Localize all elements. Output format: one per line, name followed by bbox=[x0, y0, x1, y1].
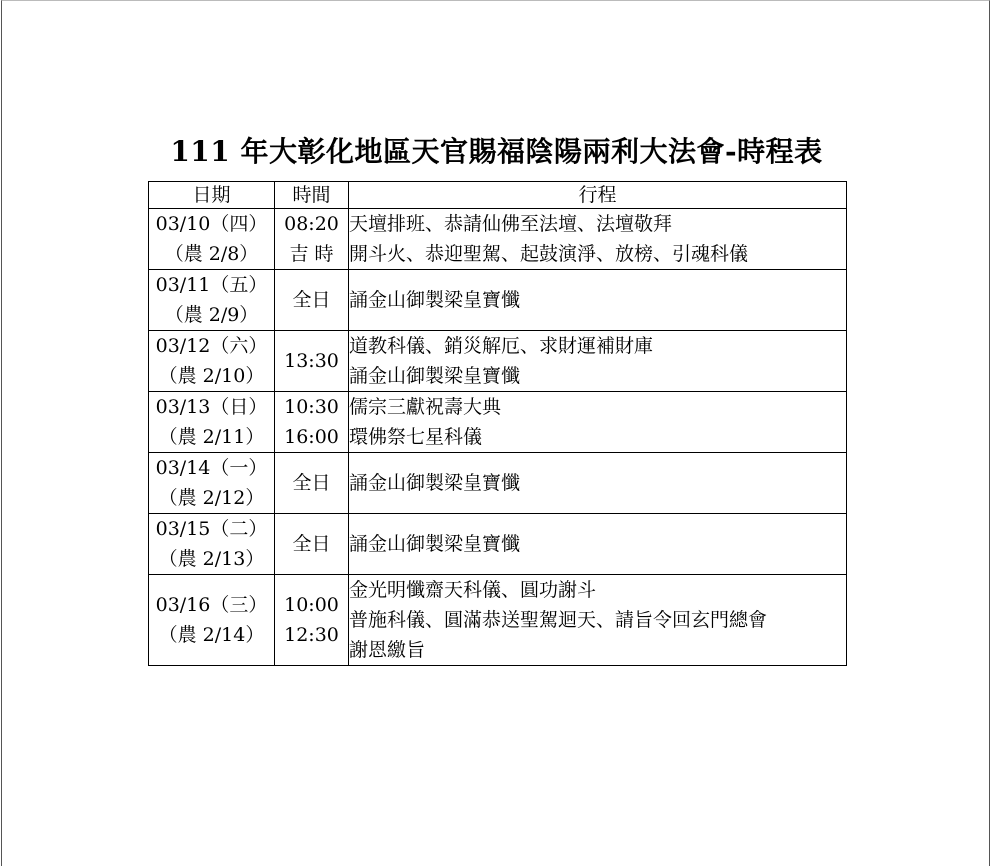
itinerary-cell-line: 普施科儀、圓滿恭送聖駕迴天、請旨令回玄門總會 bbox=[349, 609, 768, 631]
time-cell bbox=[275, 575, 349, 666]
date-cell-line: 03/11（五） bbox=[155, 274, 268, 296]
table-row bbox=[149, 209, 847, 270]
itinerary-cell-line: 誦金山御製梁皇寶懺 bbox=[349, 533, 521, 555]
date-cell-line: 03/13（日） bbox=[155, 396, 268, 418]
date-cell-line: 03/15（二） bbox=[155, 518, 268, 540]
table-row bbox=[149, 453, 847, 514]
itinerary-cell bbox=[349, 270, 847, 331]
date-cell bbox=[149, 514, 275, 575]
itinerary-cell bbox=[349, 331, 847, 392]
table-row bbox=[149, 270, 847, 331]
itinerary-cell bbox=[349, 209, 847, 270]
date-cell-line: 03/10（四） bbox=[155, 213, 268, 235]
date-cell bbox=[149, 453, 275, 514]
table-row bbox=[149, 575, 847, 666]
time-cell bbox=[275, 270, 349, 331]
time-cell-line: 13:30 bbox=[284, 350, 339, 372]
header-row bbox=[149, 182, 847, 209]
date-cell bbox=[149, 270, 275, 331]
itinerary-cell-line: 謝恩繳旨 bbox=[349, 639, 426, 661]
time-cell-line: 吉 時 bbox=[289, 243, 334, 265]
itinerary-cell-line: 誦金山御製梁皇寶懺 bbox=[349, 365, 521, 387]
page-title: 111 年大彰化地區天官賜福陰陽兩利大法會-時程表 bbox=[170, 135, 823, 168]
itinerary-cell-line: 道教科儀、銷災解厄、求財運補財庫 bbox=[349, 335, 654, 357]
itinerary-cell bbox=[349, 392, 847, 453]
header-time: 時間 bbox=[275, 182, 349, 209]
itinerary-cell-line: 開斗火、恭迎聖駕、起鼓演淨、放榜、引魂科儀 bbox=[349, 243, 749, 265]
time-cell-line: 全日 bbox=[292, 472, 331, 494]
itinerary-cell-line: 天壇排班、恭請仙佛至法壇、法壇敬拜 bbox=[349, 213, 673, 235]
date-cell-line: （農 2/13） bbox=[158, 548, 265, 570]
header-itinerary: 行程 bbox=[349, 182, 847, 209]
time-cell-line: 全日 bbox=[292, 533, 331, 555]
schedule-table bbox=[148, 181, 847, 666]
time-cell-line: 08:20 bbox=[284, 213, 339, 235]
time-cell bbox=[275, 209, 349, 270]
time-cell-line: 10:30 bbox=[284, 396, 339, 418]
date-cell-line: 03/12（六） bbox=[155, 335, 268, 357]
itinerary-cell bbox=[349, 453, 847, 514]
time-cell bbox=[275, 514, 349, 575]
date-cell bbox=[149, 575, 275, 666]
date-cell-line: （農 2/14） bbox=[158, 624, 265, 646]
time-cell bbox=[275, 392, 349, 453]
time-cell-line: 10:00 bbox=[284, 594, 339, 616]
date-cell-line: （農 2/11） bbox=[158, 426, 265, 448]
date-cell-line: 03/14（一） bbox=[155, 457, 268, 479]
itinerary-cell-line: 金光明懺齋天科儀、圓功謝斗 bbox=[349, 579, 597, 601]
itinerary-cell-line: 儒宗三獻祝壽大典 bbox=[349, 396, 502, 418]
itinerary-cell-line: 誦金山御製梁皇寶懺 bbox=[349, 472, 521, 494]
time-cell-line: 16:00 bbox=[284, 426, 339, 448]
date-cell-line: （農 2/12） bbox=[158, 487, 265, 509]
date-cell-line: （農 2/8） bbox=[164, 243, 259, 265]
time-cell-line: 12:30 bbox=[284, 624, 339, 646]
table-row bbox=[149, 331, 847, 392]
date-cell-line: 03/16（三） bbox=[155, 594, 268, 616]
itinerary-cell-line: 誦金山御製梁皇寶懺 bbox=[349, 289, 521, 311]
time-cell bbox=[275, 331, 349, 392]
itinerary-cell bbox=[349, 514, 847, 575]
time-cell bbox=[275, 453, 349, 514]
date-cell bbox=[149, 331, 275, 392]
time-cell-line: 全日 bbox=[292, 289, 331, 311]
date-cell-line: （農 2/10） bbox=[158, 365, 265, 387]
date-cell-line: （農 2/9） bbox=[164, 304, 259, 326]
table-row bbox=[149, 514, 847, 575]
date-cell bbox=[149, 392, 275, 453]
header-date: 日期 bbox=[149, 182, 275, 209]
date-cell bbox=[149, 209, 275, 270]
itinerary-cell bbox=[349, 575, 847, 666]
table-row bbox=[149, 392, 847, 453]
itinerary-cell-line: 環佛祭七星科儀 bbox=[349, 426, 483, 448]
